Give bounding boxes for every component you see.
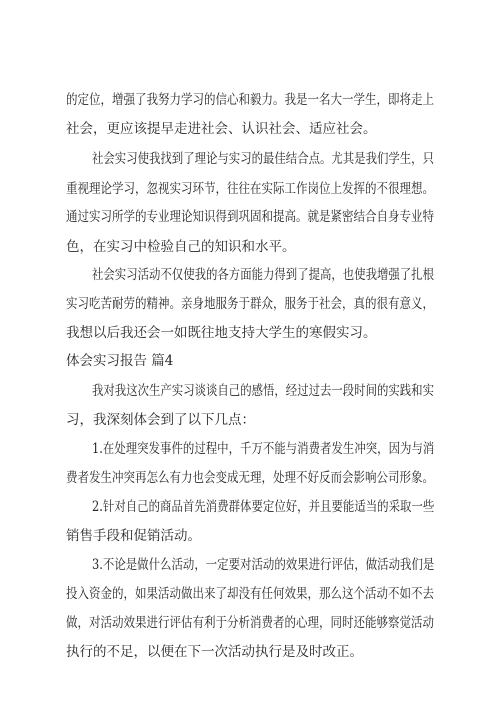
text-line: 习，我深刻体会到了以下几点： (66, 412, 255, 428)
text-line: 费者发生冲突再怎么有力也会变成无理，处理不好反而会影响公司形象。 (66, 470, 435, 486)
text-line: 3.不论是做什么活动，一定要对活动的效果进行评估，做活动我们是 (92, 557, 435, 573)
text-line: 销售手段和促销活动。 (66, 528, 201, 544)
text-line: 通过实习所学的专业理论知识得到巩固和提高。就是紧密结合自身专业特 (66, 209, 435, 225)
text-line: 执行的不足，以便在下一次活动执行是及时改正。 (66, 644, 363, 660)
text-line: 1.在处理突发事件的过程中，千万不能与消费者发生冲突，因为与消 (92, 441, 435, 457)
text-line: 的定位，增强了我努力学习的信心和毅力。我是一名大一学生，即将走上 (66, 92, 435, 108)
text-line: 社会实习活动不仅使我的各方面能力得到了提高，也使我增强了扎根 (92, 267, 434, 283)
text-line: 实习吃苦耐劳的精神。亲身地服务于群众，服务于社会，真的很有意义， (66, 296, 435, 312)
text-line: 社会，更应该提早走进社会、认识社会、适应社会。 (66, 121, 377, 137)
text-line: 做，对活动效果进行评估有利于分析消费者的心理，同时还能够察觉活动 (66, 615, 435, 631)
section-heading: 体会实习报告 篇4 (66, 353, 174, 369)
text-line: 投入资金的，如果活动做出来了却没有任何效果，那么这个活动不如不去 (66, 586, 435, 602)
text-line: 我对我这次生产实习谈谈自己的感悟，经过过去一段时间的实践和实 (92, 383, 434, 399)
text-line: 色，在实习中检验自己的知识和水平。 (66, 239, 296, 255)
text-line: 重视理论学习，忽视实习环节，往往在实际工作岗位上发挥的不很理想。 (66, 181, 435, 197)
text-line: 社会实习使我找到了理论与实习的最佳结合点。尤其是我们学生，只 (92, 151, 434, 167)
text-line: 2.针对自己的商品首先消费群体要定位好，并且要能适当的采取一些 (92, 499, 435, 515)
text-line: 我想以后我还会一如既往地支持大学生的寒假实习。 (66, 325, 377, 341)
